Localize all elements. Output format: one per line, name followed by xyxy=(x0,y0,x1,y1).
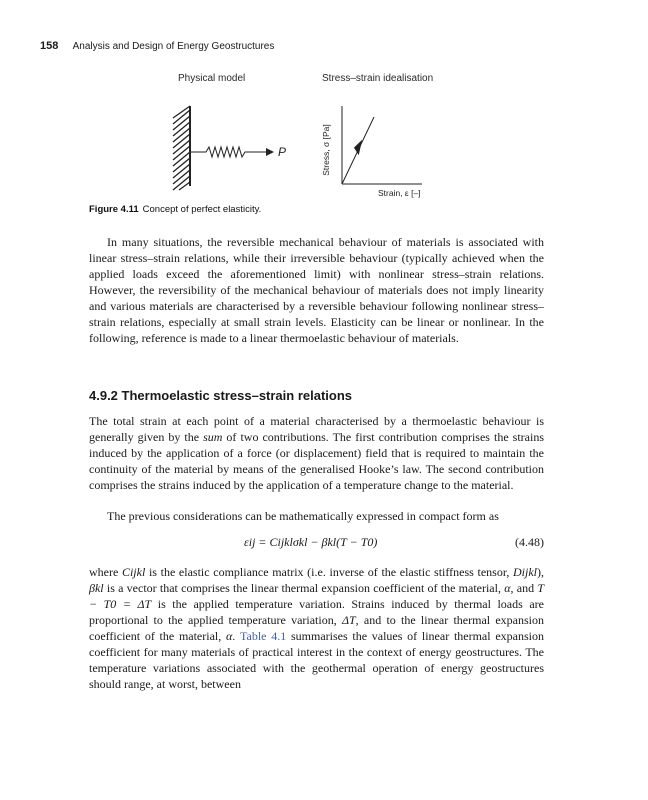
paragraph-compliance xyxy=(89,564,544,692)
force-label: P xyxy=(278,145,287,159)
figure-drawing xyxy=(150,68,480,204)
paragraph-compact-form: The previous considerations can be mathematically expressed in compact form as xyxy=(107,509,499,523)
para4-text: summarises the values of linear thermal expansion coefficient for many materials of practical interest in the context of energy geostructures. The temperature variations associated with the geothermal operation of energy geostructures should range, at worst, between xyxy=(89,629,544,691)
para4-text: is a vector that comprises the linear thermal expansion coefficient of the material, xyxy=(103,581,505,595)
para2-emphasis: sum xyxy=(203,430,223,444)
para4-text: , and xyxy=(510,581,538,595)
para2-before: The total strain at each point of a material characterised by a thermoelastic behaviour is generally given by the xyxy=(89,414,544,444)
force-arrow xyxy=(256,148,274,156)
para2-after: of two contributions. The first contribution comprises the strains induced by the application of a force (or displacement) field that is required to maintain the continuity of the material by means of the generalised Hooke’s law. The second contribution comprises the strains induced by the application of a temperature change to the material. xyxy=(89,430,544,492)
page-number: 158 xyxy=(40,40,59,52)
symbol-stiffness: Dijkl xyxy=(513,565,537,579)
wall-hatching xyxy=(173,106,190,190)
paragraph-total-strain xyxy=(89,413,544,493)
symbol-alpha: α xyxy=(504,581,511,595)
equation-4-48 xyxy=(89,535,544,553)
spring xyxy=(190,147,256,157)
figure-right-title: Stress–strain idealisation xyxy=(322,73,434,84)
section-heading: 4.9.2 Thermoelastic stress–strain relations xyxy=(89,388,353,403)
symbol-delta-t-definition: T − T0 = ΔT xyxy=(89,581,544,611)
para4-text: . xyxy=(232,629,241,643)
running-header xyxy=(40,40,274,52)
paragraph-elasticity: In many situations, the reversible mechanical behaviour of materials is associated with linear stress–strain relations, while their irreversible behaviour (typically achieved when the applied loads exceed the aforementioned limit) with nonlinear stress–strain relations. However, the reversibility of the mechanical behaviour of materials does not imply linearity and various materials are characterised by a reversible behaviour following nonlinear stress–strain relations, especially at small strain levels. Elasticity can be linear or nonlinear. In the following, reference is made to a linear thermoelastic behaviour of materials. xyxy=(89,235,544,345)
symbol-alpha: α xyxy=(225,629,233,643)
equation-formula: εij = Cijklσkl − βkl(T − T0) xyxy=(244,535,378,549)
equation-number: (4.48) xyxy=(515,535,544,549)
symbol-compliance: Cijkl xyxy=(121,565,146,579)
para4-text: is the elastic compliance matrix (i.e. inverse of the elastic stiffness tensor, xyxy=(145,565,513,579)
para4-text: ), xyxy=(537,565,544,579)
stress-strain-axes xyxy=(342,106,422,184)
running-title: Analysis and Design of Energy Geostructures xyxy=(72,41,275,52)
figure-caption xyxy=(89,204,261,215)
para4-text: , and to the linear thermal expansion coefficient of the material, xyxy=(89,613,544,643)
symbol-beta: βkl xyxy=(89,581,104,595)
figure-caption-text: Concept of perfect elasticity. xyxy=(142,204,262,215)
table-4-1-link[interactable]: Table 4.1 xyxy=(240,629,287,643)
figure-4-11 xyxy=(150,68,480,204)
para4-text: where xyxy=(89,565,122,579)
para4-text: is the applied temperature variation. Strains induced by thermal loads are proportional to the applied temperature variation, xyxy=(89,597,544,627)
x-axis-label: Strain, ε [–] xyxy=(378,188,421,198)
figure-left-title: Physical model xyxy=(178,73,246,84)
y-axis-label: Stress, σ [Pa] xyxy=(321,124,331,176)
symbol-delta-t: ΔT xyxy=(341,613,356,627)
figure-caption-label: Figure 4.11 xyxy=(89,204,139,215)
